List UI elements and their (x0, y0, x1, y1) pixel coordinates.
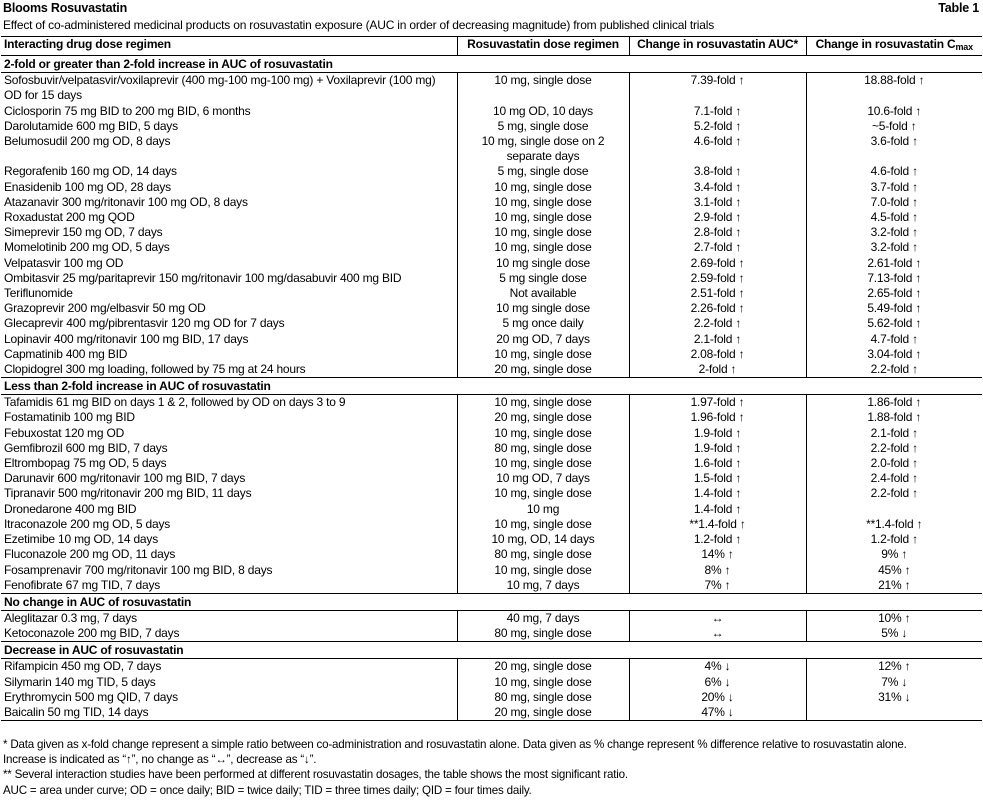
cell-auc-change: ↔ (629, 610, 806, 626)
cell-auc-change: 6% ↓ (629, 675, 806, 690)
cell-drug-regimen: Momelotinib 200 mg OD, 5 days (4, 240, 170, 255)
cell-cmax-change: 10% ↑ (806, 610, 982, 626)
cell-auc-change: 3.8-fold ↑ (629, 164, 806, 179)
interaction-table (1, 36, 982, 721)
cell-cmax-change: 2.65-fold ↑ (806, 286, 982, 301)
cell-drug-regimen: Ezetimibe 10 mg OD, 14 days (4, 532, 159, 547)
cell-drug-regimen: Fenofibrate 67 mg TID, 7 days (4, 577, 161, 592)
cell-rosuvastatin-dose: 10 mg, OD, 14 days (457, 532, 629, 547)
column-header-auc: Change in rosuvastatin AUC* (629, 37, 806, 56)
cell-rosuvastatin-dose: 10 mg, single dose on 2 separate days (457, 134, 629, 164)
section-title: Less than 2-fold increase in AUC of rosuvastatin (1, 378, 982, 395)
cell-rosuvastatin-dose: 10 mg OD, 10 days (457, 104, 629, 119)
cell-cmax-change: 5% ↓ (806, 626, 982, 642)
footnote-3: ** Several interaction studies have been performed at different rosuvastatin dosages, the table shows the most significant ratio. (3, 768, 628, 782)
cell-rosuvastatin-dose: 10 mg, single dose (457, 675, 629, 690)
cell-rosuvastatin-dose: 20 mg, single dose (457, 362, 629, 378)
cell-cmax-change: 7.0-fold ↑ (806, 195, 982, 210)
table-row (1, 347, 982, 362)
table-row (1, 240, 982, 255)
document-header (3, 1, 979, 17)
cell-rosuvastatin-dose: 10 mg, 7 days (457, 578, 629, 594)
table-row (1, 675, 982, 690)
cell-rosuvastatin-dose: 10 mg, single dose (457, 426, 629, 441)
cell-cmax-change: 7% ↓ (806, 675, 982, 690)
cell-auc-change: 5.2-fold ↑ (629, 119, 806, 134)
cell-auc-change: 1.6-fold ↑ (629, 456, 806, 471)
cell-cmax-change: 1.2-fold ↑ (806, 532, 982, 547)
cell-cmax-change: 4.7-fold ↑ (806, 332, 982, 347)
cell-drug-regimen: Belumosudil 200 mg OD, 8 days (4, 134, 171, 149)
cell-cmax-change: 2.61-fold ↑ (806, 256, 982, 271)
cell-drug-regimen: Atazanavir 300 mg/ritonavir 100 mg OD, 8 days (4, 194, 248, 209)
cell-drug-regimen: Tafamidis 61 mg BID on days 1 & 2, followed by OD on days 3 to 9 (4, 395, 346, 410)
cell-drug-regimen: Fosamprenavir 700 mg/ritonavir 100 mg BID, 8 days (4, 562, 273, 577)
cell-cmax-change: 3.2-fold ↑ (806, 225, 982, 240)
cell-rosuvastatin-dose: 10 mg, single dose (457, 210, 629, 225)
cell-drug-regimen: Dronedarone 400 mg BID (4, 501, 137, 516)
cell-cmax-change: 31% ↓ (806, 690, 982, 705)
cell-rosuvastatin-dose: 80 mg, single dose (457, 547, 629, 562)
cell-auc-change: 7.1-fold ↑ (629, 104, 806, 119)
cell-cmax-change: 1.86-fold ↑ (806, 395, 982, 411)
table-row (1, 225, 982, 240)
cell-drug-regimen: Velpatasvir 100 mg OD (4, 255, 124, 270)
cell-drug-regimen: Glecaprevir 400 mg/pibrentasvir 120 mg OD for 7 days (4, 316, 285, 331)
cell-rosuvastatin-dose: 5 mg single dose (457, 271, 629, 286)
cell-rosuvastatin-dose: 5 mg, single dose (457, 119, 629, 134)
section-header-row (1, 642, 982, 659)
table-row (1, 395, 982, 411)
section-header-row (1, 56, 982, 73)
cell-rosuvastatin-dose: 20 mg, single dose (457, 410, 629, 425)
cell-auc-change: 47% ↓ (629, 705, 806, 721)
cell-rosuvastatin-dose: 10 mg single dose (457, 256, 629, 271)
cell-drug-regimen: Roxadustat 200 mg QOD (4, 210, 135, 225)
cell-cmax-change: 3.7-fold ↑ (806, 180, 982, 195)
cell-drug-regimen: Ombitasvir 25 mg/paritaprevir 150 mg/ritonavir 100 mg/dasabuvir 400 mg BID (4, 270, 402, 285)
cell-auc-change: 3.1-fold ↑ (629, 195, 806, 210)
cell-cmax-change: 1.88-fold ↑ (806, 410, 982, 425)
cell-cmax-change: **1.4-fold ↑ (806, 517, 982, 532)
cell-rosuvastatin-dose: 10 mg, single dose (457, 347, 629, 362)
cell-rosuvastatin-dose: 10 mg single dose (457, 301, 629, 316)
cell-auc-change: 4.6-fold ↑ (629, 134, 806, 164)
cell-auc-change: **1.4-fold ↑ (629, 517, 806, 532)
cell-auc-change: 1.97-fold ↑ (629, 395, 806, 411)
section-title: No change in AUC of rosuvastatin (1, 593, 982, 610)
cell-cmax-change: ~5-fold ↑ (806, 119, 982, 134)
cell-cmax-change: 10.6-fold ↑ (806, 104, 982, 119)
footnote-4: AUC = area under curve; OD = once daily; BID = twice daily; TID = three times daily; QID = four times daily. (3, 783, 532, 797)
table-row (1, 332, 982, 347)
cell-cmax-change: 2.0-fold ↑ (806, 456, 982, 471)
cell-drug-regimen: Gemfibrozil 600 mg BID, 7 days (4, 440, 168, 455)
cell-drug-regimen: Ketoconazole 200 mg BID, 7 days (4, 626, 180, 641)
table-body (1, 56, 982, 721)
table-row (1, 441, 982, 456)
cell-drug-regimen: Erythromycin 500 mg QID, 7 days (4, 689, 178, 704)
table-row (1, 705, 982, 721)
cell-rosuvastatin-dose: 80 mg, single dose (457, 690, 629, 705)
table-row (1, 301, 982, 316)
cell-auc-change: 2.59-fold ↑ (629, 271, 806, 286)
table-row (1, 256, 982, 271)
cell-rosuvastatin-dose: 10 mg, single dose (457, 225, 629, 240)
cell-cmax-change (806, 705, 982, 721)
cell-rosuvastatin-dose: 10 mg, single dose (457, 456, 629, 471)
cell-drug-regimen: Silymarin 140 mg TID, 5 days (4, 674, 156, 689)
table-row (1, 471, 982, 486)
cell-drug-regimen: Tipranavir 500 mg/ritonavir 200 mg BID, 11 days (4, 486, 252, 501)
cell-auc-change: 1.9-fold ↑ (629, 426, 806, 441)
cell-auc-change: 2.1-fold ↑ (629, 332, 806, 347)
cell-rosuvastatin-dose: 20 mg, single dose (457, 705, 629, 721)
section-header-row (1, 378, 982, 395)
cell-cmax-change: 18.88-fold ↑ (806, 73, 982, 104)
table-row (1, 502, 982, 517)
table-row (1, 316, 982, 331)
table-row (1, 426, 982, 441)
cell-drug-regimen: Fluconazole 200 mg OD, 11 days (4, 547, 176, 562)
footnotes (3, 737, 907, 798)
cell-cmax-change: 3.6-fold ↑ (806, 134, 982, 164)
table-row (1, 104, 982, 119)
cell-auc-change: 7% ↑ (629, 578, 806, 594)
table-row (1, 195, 982, 210)
cell-auc-change: 2.08-fold ↑ (629, 347, 806, 362)
cell-drug-regimen: Darunavir 600 mg/ritonavir 100 mg BID, 7 days (4, 471, 246, 486)
cell-drug-regimen: Enasidenib 100 mg OD, 28 days (4, 179, 171, 194)
cell-rosuvastatin-dose: 20 mg, single dose (457, 659, 629, 675)
cell-auc-change: 1.2-fold ↑ (629, 532, 806, 547)
column-header-drug: Interacting drug dose regimen (1, 37, 457, 56)
cell-cmax-change: 45% ↑ (806, 563, 982, 578)
cell-drug-regimen: Teriflunomide (4, 286, 73, 301)
table-row (1, 659, 982, 675)
cell-rosuvastatin-dose: 10 mg, single dose (457, 517, 629, 532)
cell-drug-regimen: Aleglitazar 0.3 mg, 7 days (4, 610, 137, 625)
cell-drug-regimen: Capmatinib 400 mg BID (4, 346, 128, 361)
table-row (1, 271, 982, 286)
cell-rosuvastatin-dose: 10 mg OD, 7 days (457, 471, 629, 486)
cell-auc-change: 1.4-fold ↑ (629, 502, 806, 517)
cell-drug-regimen: Itraconazole 200 mg OD, 5 days (4, 516, 171, 531)
brand-title: Blooms Rosuvastatin (3, 1, 128, 15)
cell-auc-change: 2.2-fold ↑ (629, 316, 806, 331)
column-header-cmax (806, 37, 982, 56)
cell-rosuvastatin-dose: 10 mg (457, 502, 629, 517)
cell-auc-change: 1.5-fold ↑ (629, 471, 806, 486)
cell-rosuvastatin-dose: 10 mg, single dose (457, 395, 629, 411)
table-row (1, 456, 982, 471)
cell-auc-change: 2.26-fold ↑ (629, 301, 806, 316)
cell-drug-regimen: Fostamatinib 100 mg BID (4, 410, 135, 425)
section-title: Decrease in AUC of rosuvastatin (1, 642, 982, 659)
cell-auc-change: 7.39-fold ↑ (629, 73, 806, 104)
cell-drug-regimen: Ciclosporin 75 mg BID to 200 mg BID, 6 months (4, 103, 251, 118)
cell-rosuvastatin-dose: 10 mg, single dose (457, 563, 629, 578)
cell-rosuvastatin-dose: 10 mg, single dose (457, 240, 629, 255)
cell-drug-regimen: Febuxostat 120 mg OD (4, 425, 125, 440)
table-label: Table 1 (938, 1, 979, 15)
cell-drug-regimen: Eltrombopag 75 mg OD, 5 days (4, 456, 167, 471)
cell-cmax-change: 2.2-fold ↑ (806, 486, 982, 501)
cell-cmax-change: 7.13-fold ↑ (806, 271, 982, 286)
cell-auc-change: 14% ↑ (629, 547, 806, 562)
cell-auc-change: 3.4-fold ↑ (629, 180, 806, 195)
footnote-1: * Data given as x-fold change represent a simple ratio between co-administration and rosuvastatin alone. Data given as % change represent % difference relative to rosuvastatin alone. (3, 738, 907, 751)
cell-drug-regimen: Baicalin 50 mg TID, 14 days (1, 705, 457, 721)
cell-cmax-change: 5.49-fold ↑ (806, 301, 982, 316)
cell-rosuvastatin-dose: 80 mg, single dose (457, 441, 629, 456)
cell-drug-regimen: Lopinavir 400 mg/ritonavir 100 mg BID, 17 days (4, 331, 249, 346)
cell-auc-change: 20% ↓ (629, 690, 806, 705)
table-row (1, 547, 982, 562)
table-row (1, 362, 982, 378)
cmax-subscript: max (955, 42, 973, 52)
cell-auc-change: 2.51-fold ↑ (629, 286, 806, 301)
footnote-2: Increase is indicated as “↑”, no change as “↔”, decrease as “↓”. (3, 753, 317, 767)
table-row (1, 180, 982, 195)
table-caption: Effect of co-administered medicinal products on rosuvastatin exposure (AUC in order of decreasing magnitude) from published clinical trials (3, 18, 715, 32)
cell-auc-change: 1.4-fold ↑ (629, 486, 806, 501)
table-row (1, 626, 982, 642)
section-title: 2-fold or greater than 2-fold increase in AUC of rosuvastatin (1, 56, 982, 73)
cell-drug-regimen: Sofosbuvir/velpatasvir/voxilaprevir (400 mg-100 mg-100 mg) + Voxilaprevir (100 mg) OD for 15 days (4, 73, 436, 103)
cell-cmax-change: 2.2-fold ↑ (806, 441, 982, 456)
table-row (1, 164, 982, 179)
cell-auc-change: 2-fold ↑ (629, 362, 806, 378)
cell-auc-change: 2.69-fold ↑ (629, 256, 806, 271)
cell-auc-change: 1.96-fold ↑ (629, 410, 806, 425)
table-row (1, 286, 982, 301)
cell-cmax-change: 2.1-fold ↑ (806, 426, 982, 441)
cell-drug-regimen: Clopidogrel 300 mg loading, followed by 75 mg at 24 hours (4, 362, 306, 377)
cell-cmax-change: 21% ↑ (806, 578, 982, 594)
table-row (1, 73, 982, 104)
cell-auc-change: 2.9-fold ↑ (629, 210, 806, 225)
cell-rosuvastatin-dose: 40 mg, 7 days (457, 610, 629, 626)
table-row (1, 134, 982, 164)
cell-drug-regimen: Simeprevir 150 mg OD, 7 days (4, 225, 163, 240)
table-row (1, 486, 982, 501)
table-row (1, 690, 982, 705)
table-row (1, 563, 982, 578)
cell-auc-change: 8% ↑ (629, 563, 806, 578)
section-header-row (1, 593, 982, 610)
cell-cmax-change: 3.2-fold ↑ (806, 240, 982, 255)
cell-auc-change: 2.8-fold ↑ (629, 225, 806, 240)
column-header-dose: Rosuvastatin dose regimen (457, 37, 629, 56)
table-row (1, 119, 982, 134)
cell-cmax-change: 4.6-fold ↑ (806, 164, 982, 179)
table-row (1, 210, 982, 225)
cell-drug-regimen: Rifampicin 450 mg OD, 7 days (4, 659, 162, 674)
cell-auc-change: 1.9-fold ↑ (629, 441, 806, 456)
cell-cmax-change: 12% ↑ (806, 659, 982, 675)
cell-rosuvastatin-dose: 5 mg, single dose (457, 164, 629, 179)
cell-drug-regimen: Grazoprevir 200 mg/elbasvir 50 mg OD (4, 301, 206, 316)
cell-auc-change: 4% ↓ (629, 659, 806, 675)
cell-rosuvastatin-dose: 10 mg, single dose (457, 195, 629, 210)
cell-drug-regimen: Darolutamide 600 mg BID, 5 days (4, 118, 178, 133)
cell-auc-change: ↔ (629, 626, 806, 642)
cell-auc-change: 2.7-fold ↑ (629, 240, 806, 255)
cell-rosuvastatin-dose: 10 mg, single dose (457, 73, 629, 104)
cell-rosuvastatin-dose: 5 mg once daily (457, 316, 629, 331)
table-row (1, 578, 982, 594)
cell-rosuvastatin-dose: 10 mg, single dose (457, 486, 629, 501)
cell-rosuvastatin-dose: 80 mg, single dose (457, 626, 629, 642)
cell-cmax-change: 2.2-fold ↑ (806, 362, 982, 378)
cell-cmax-change: 4.5-fold ↑ (806, 210, 982, 225)
table-row (1, 517, 982, 532)
table-header-row (1, 37, 982, 56)
cell-drug-regimen: Regorafenib 160 mg OD, 14 days (4, 164, 177, 179)
cell-cmax-change: 5.62-fold ↑ (806, 316, 982, 331)
cell-cmax-change: 9% ↑ (806, 547, 982, 562)
table-row (1, 410, 982, 425)
cell-cmax-change: 3.04-fold ↑ (806, 347, 982, 362)
cell-cmax-change: 2.4-fold ↑ (806, 471, 982, 486)
table-row (1, 532, 982, 547)
cmax-label: Change in rosuvastatin C (815, 37, 956, 51)
cell-rosuvastatin-dose: 10 mg, single dose (457, 180, 629, 195)
table-row (1, 610, 982, 626)
cell-cmax-change (806, 502, 982, 517)
cell-rosuvastatin-dose: Not available (457, 286, 629, 301)
cell-rosuvastatin-dose: 20 mg OD, 7 days (457, 332, 629, 347)
